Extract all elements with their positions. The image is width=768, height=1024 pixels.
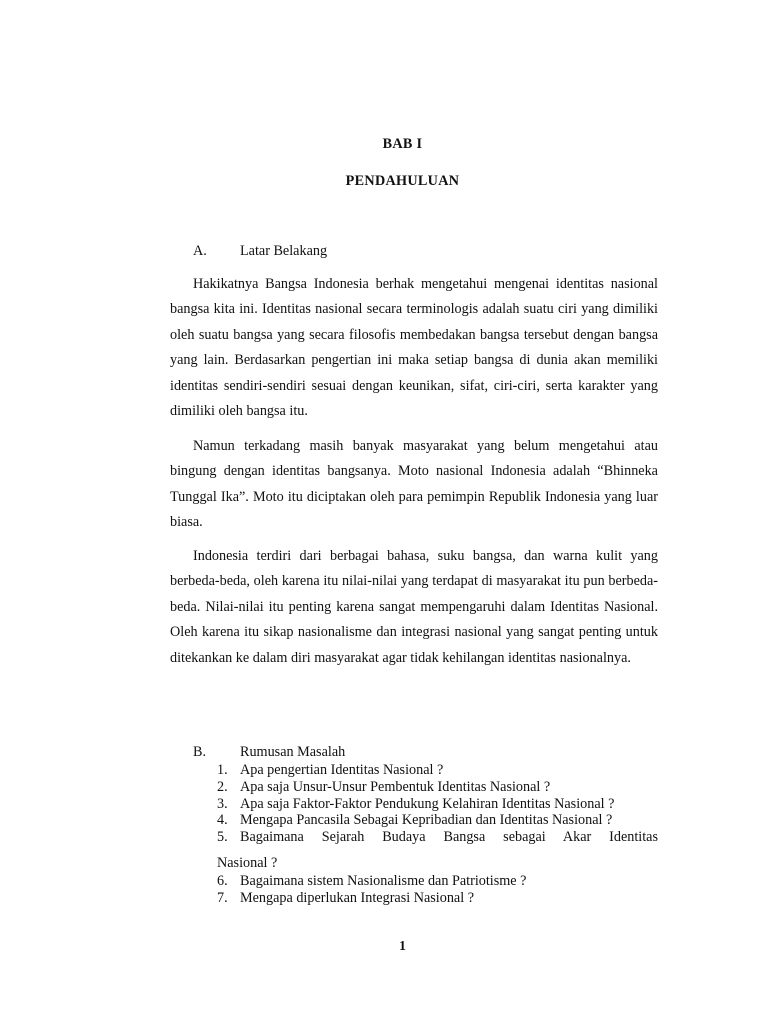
list-item	[217, 829, 658, 872]
paragraph-2: Namun terkadang masih banyak masyarakat yang belum mengetahui atau bingung dengan identitas bangsanya. Moto nasional Indonesia adalah “Bhinneka Tunggal Ika”. Moto itu diciptakan oleh para pemimpin Republik Indonesia yang luar biasa.	[170, 438, 658, 531]
list-item	[217, 779, 658, 796]
list-item-number: 2.	[217, 778, 228, 795]
list-item-number: 5.	[217, 829, 228, 846]
section-a-title: Latar Belakang	[240, 243, 328, 259]
list-item	[217, 796, 658, 813]
list-item-number: 6.	[217, 872, 228, 889]
list-item-number: 4.	[217, 812, 228, 829]
question-list	[217, 762, 658, 906]
list-item-number: 7.	[217, 889, 228, 906]
list-item-text: Apa saja Faktor-Faktor Pendukung Kelahiran Identitas Nasional ?	[240, 795, 615, 812]
list-item-number: 1.	[217, 762, 228, 778]
list-item-text: Mengapa diperlukan Integrasi Nasional ?	[240, 889, 475, 906]
list-item-continuation: Nasional ?	[217, 854, 278, 871]
section-b-letter: B.	[193, 744, 207, 760]
section-b-title: Rumusan Masalah	[240, 744, 346, 760]
list-item-number: 3.	[217, 795, 228, 812]
list-item-text: Apa pengertian Identitas Nasional ?	[240, 762, 444, 778]
list-item-text: Bagaimana Sejarah Budaya Bangsa sebagai Akar Identitas	[240, 829, 658, 846]
list-item	[217, 812, 658, 829]
list-item-text: Bagaimana sistem Nasionalisme dan Patriotisme ?	[240, 872, 527, 889]
list-item	[217, 762, 658, 779]
page-number: 1	[399, 938, 406, 953]
chapter-number: BAB I	[382, 136, 423, 152]
section-a-heading	[193, 243, 673, 263]
list-item-text: Mengapa Pancasila Sebagai Kepribadian dan Identitas Nasional ?	[240, 812, 613, 829]
list-item-first-line	[217, 829, 658, 846]
list-item-text: Apa saja Unsur-Unsur Pembentuk Identitas Nasional ?	[240, 778, 551, 795]
paragraph-3: Indonesia terdiri dari berbagai bahasa, suku bangsa, dan warna kulit yang berbeda-beda, oleh karena itu nilai-nilai yang terdapat di masyarakat itu pun berbeda-beda. Nilai-nilai itu penting karena sangat mempengaruhi dalam Identitas Nasional. Oleh karena itu sikap nasionalisme dan integrasi nasional yang sangat penting untuk ditekankan ke dalam diri masyarakat agar tidak kehilangan identitas nasionalnya.	[170, 548, 658, 666]
list-item	[217, 873, 658, 890]
paragraph-1: Hakikatnya Bangsa Indonesia berhak mengetahui mengenai identitas nasional bangsa kita ini. Identitas nasional secara terminologis adalah suatu ciri yang dimiliki oleh suatu bangsa yang secara filosofis membedakan bangsa tersebut dengan bangsa yang lain. Berdasarkan pengertian ini maka setiap bangsa di dunia akan memiliki identitas sendiri-sendiri sesuai dengan keunikan, sifat, ciri-ciri, serta karakter yang dimiliki oleh bangsa itu.	[170, 276, 658, 420]
section-b-heading	[193, 744, 673, 764]
list-item	[217, 890, 658, 907]
section-a-letter: A.	[193, 243, 207, 259]
chapter-title: PENDAHULUAN	[345, 173, 460, 189]
